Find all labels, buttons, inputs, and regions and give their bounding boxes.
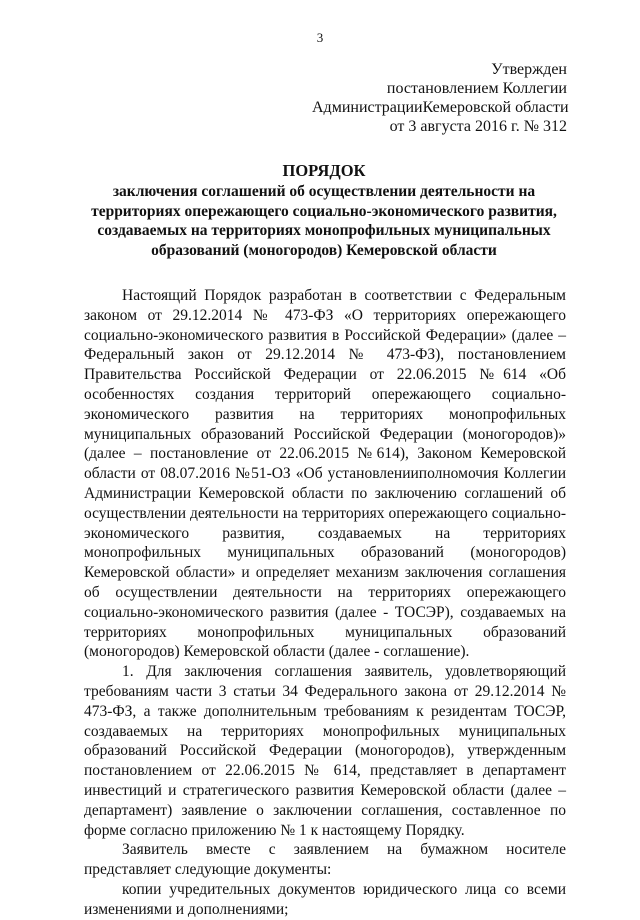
clause-1-paragraph: 1. Для заключения соглашения заявитель, удовлетворяющий требованиям части 3 статьи 34 Федерального закона от 29.12.2014 № 473-ФЗ, а также дополнительным требованиям к резидентам ТОСЭР, создаваемых на территориях монопрофильных муниципальных образований Российской Федерации (моногородов), утвержденным постановлением от 22.06.2015 № 614, представляет в департамент инвестиций и стратегического развития Кемеровской области (далее – департамент) заявление о заключении соглашения, составленное по форме согласно приложению № 1 к настоящему Порядку. bbox=[84, 663, 566, 839]
approval-stamp bbox=[312, 60, 567, 136]
title-line: создаваемых на территориях монопрофильных муниципальных bbox=[97, 222, 551, 240]
approval-line: Утвержден bbox=[491, 61, 567, 78]
documents-intro-paragraph: Заявитель вместе с заявлением на бумажном носителе представляет следующие документы: bbox=[84, 841, 566, 879]
title-line: территориях опережающего социально-экономического развития, bbox=[91, 202, 557, 220]
documents-list-item: копии учредительных документов юридического лица со всеми изменениями и дополнениями; bbox=[84, 880, 566, 918]
page-number: 3 bbox=[316, 30, 324, 45]
title-line: образований (моногородов) Кемеровской области bbox=[151, 241, 497, 259]
approval-line: от 3 августа 2016 г. № 312 bbox=[389, 118, 567, 135]
title-main: ПОРЯДОК bbox=[282, 161, 366, 180]
approval-line: постановлением Коллегии bbox=[386, 80, 567, 97]
intro-paragraph: Настоящий Порядок разработан в соответствии с Федеральным законом от 29.12.2014 № 473-ФЗ «О территориях опережающего социально-экономического развития в Российской Федерации» (далее – Федеральный закон от 29.12.2014 № 473-ФЗ), постановлением Правительства Российской Федерации от 22.06.2015 №614 «Об особенностях создания территорий опережающего социально-экономического развития на территориях монопрофильных муниципальных образований Российской Федерации (моногородов)» (далее – постановление от 22.06.2015 №614), Законом Кемеровской области от 08.07.2016 №51-ОЗ «Об установленииполномочия Коллегии Администрации Кемеровской области по заключению соглашений об осуществлении деятельности на территориях опережающего социально-экономического развития, создаваемых на территориях монопрофильных муниципальных образований (моногородов) Кемеровской области» и определяет механизм заключения соглашения об осуществлении деятельности на территориях опережающего социально-экономического развития (далее - ТОСЭР), создаваемых на территориях монопрофильных муниципальных образований (моногородов) Кемеровской области (далее - соглашение). bbox=[84, 287, 566, 661]
approval-line: АдминистрацииКемеровской области bbox=[312, 99, 569, 116]
title-line: заключения соглашений об осуществлении деятельности на bbox=[112, 183, 536, 200]
document-title bbox=[84, 161, 564, 260]
document-body bbox=[84, 286, 566, 920]
